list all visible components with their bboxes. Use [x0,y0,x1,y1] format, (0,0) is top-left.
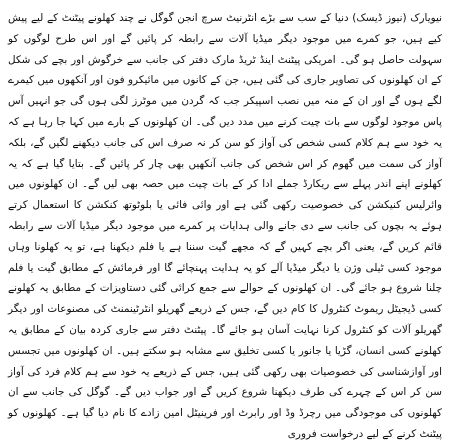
news-article [8,8,442,440]
article-body-text: نیویارک (نیوز ڈیسک) دنیا کے سب سے بڑے انٹرنیٹ سرچ انجن گوگل نے چند کھلونے پیٹنٹ کے لیے پیش کیے ہیں، جو کمرے میں موجود دیگر میڈیا آلات سے رابطہ کر پائیں گے اور اس طرح لوگوں کو سہولت حاصل ہو گی۔ امریکی پیٹنٹ اینڈ ٹریڈ مارک دفتر کی جانب سے خرگوش اور بچے کی شکل کے ان کھلونوں کی تصاویر جاری کی گئی ہیں، جن کے کانوں میں مائیکرو فون اور آنکھوں میں کیمرے لگے ہوں گے اور ان کے منہ میں نصب اسپیکر جب کہ گردن میں موٹرز لگی ہوں گی جو انہیں آس پاس موجود لوگوں سے بات چیت کرنے میں مدد دیں گی۔ ان کھلونوں کے بارے میں کہا جا رہا ہے کہ یہ خود سے ہم کلام کسی شخص کی آواز کو سن کر نہ صرف اس کی جانب دیکھنے لگیں گے، بلکہ آواز کی سمت میں گھوم کر اس شخص کی جانب آنکھیں بھی چار کر پائیں گے۔ بتایا گیا ہے کہ یہ کھلونے اپنے اندر پہلے سے ریکارڈ جملے ادا کر کے بات چیت میں حصہ بھی لیں گے۔ ان کھلونوں میں وائرلیس کنیکشن کی خصوصیت رکھی گئی ہے اور وائی فائی یا بلوٹوتھ کنکشن کا استعمال کرتے ہوئے یہ بچوں کی جانب سے دی جانے والی ہدایات پر کمرے میں موجود دیگر میڈیا آلات سے رابطہ قائم کریں گے، یعنی اگر بچے کہیں گے کہ مجھے گیت سننا ہے یا فلم دیکھنا ہے، تو یہ کھلونا وہاں موجود کسی ٹیلی وژن یا دیگر میڈیا آلے کو یہ ہدایت پہنچائے گا اور فرمائش کے مطابق گیت یا فلم چلنا شروع ہو جائے گی۔ ان کھلونوں کے حوالے سے جمع کرائی گئی دستاویزات کے مطابق یہ کھلونے کسی ڈیجیٹل ریموٹ کنٹرول کا کام دیں گے، جس کے ذریعے گھریلو انٹرٹینمنٹ کی مصنوعات اور دیگر گھریلو آلات کو کنٹرول کرنا نہایت آسان ہو جائے گا۔ پیٹنٹ دفتر سے جاری کردہ بیان کے مطابق یہ کھلونے کسی انسان، گڑیا یا جانور یا کسی تخلیق سے مشابہ ہو سکتے ہیں۔ ان کھلونوں میں تجسس اور آوازشناسی کی خصوصیات بھی رکھی گئی ہیں، جس کے ذریعے یہ خود سے ہم کلام فرد کی آواز سن کر اس کے چہرے کی طرف دیکھنا شروع کریں گے اور جواب دیں گے۔ گوگل کی جانب سے ان کھلونوں کی موجودگی میں رچرڈ وڈ اور رابرٹ اور فرینیٹل امین زادے کا نام دیا گیا ہے۔ کھلونوں کو پیٹنٹ کرنے کے لیے درخواست فروری [8,12,442,440]
